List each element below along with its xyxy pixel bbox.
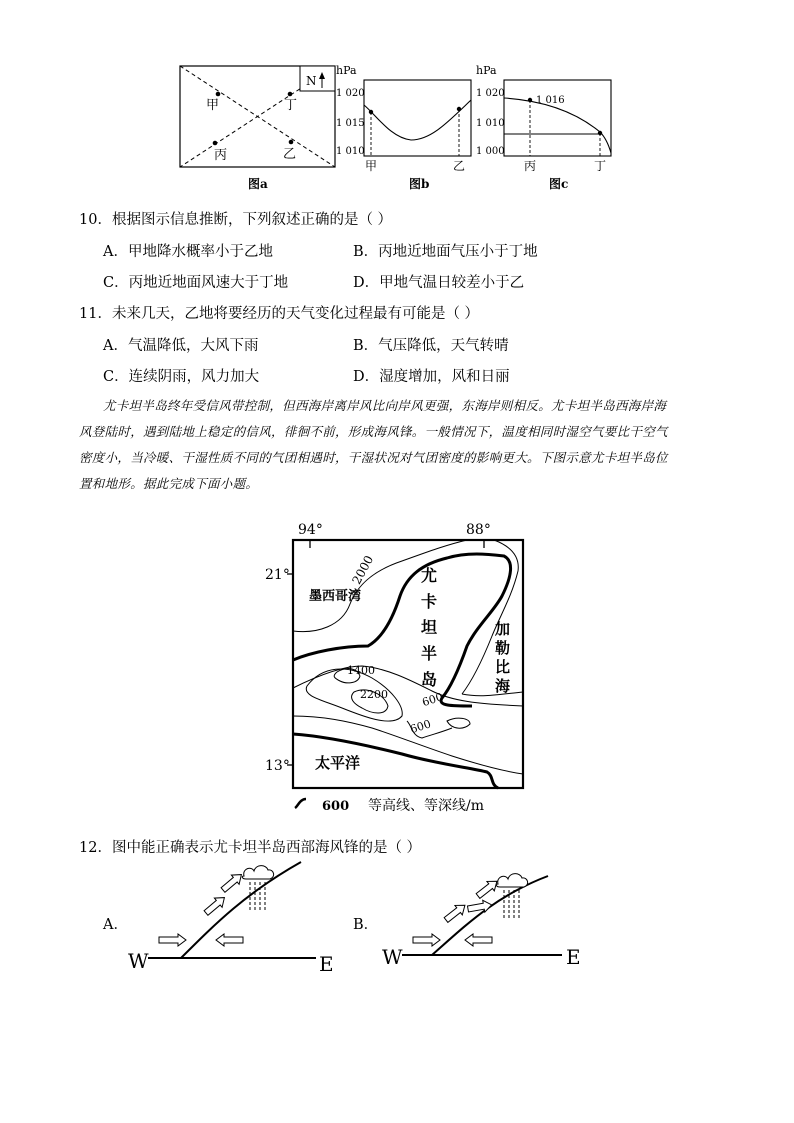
q12-diagram-b[interactable] — [380, 866, 585, 971]
q10-option-d[interactable]: D．甲地气温日较差小于乙 — [353, 275, 525, 291]
point-ding: 丁 — [284, 98, 298, 113]
svg-text:卡: 卡 — [421, 592, 438, 611]
q11-stem: 11．未来几天，乙地将要经历的天气变化过程最有可能是（ ） — [79, 306, 480, 322]
passage-line: 置和地形。据此完成下面小题。 — [79, 476, 259, 491]
figure-a — [178, 64, 340, 192]
svg-text:岛: 岛 — [421, 670, 438, 689]
q10-option-b[interactable]: B．丙地近地面气压小于丁地 — [353, 244, 538, 260]
legend-value: 600 — [322, 799, 350, 814]
q11-option-a[interactable]: A．气温降低，大风下雨 — [103, 338, 259, 354]
svg-text:坦: 坦 — [421, 618, 438, 637]
svg-text:勒: 勒 — [495, 639, 511, 657]
svg-text:94°: 94° — [298, 522, 323, 538]
svg-text:1 000: 1 000 — [476, 146, 505, 157]
svg-text:丙: 丙 — [524, 159, 537, 173]
svg-text:88°: 88° — [466, 522, 491, 538]
q10-option-a[interactable]: A．甲地降水概率小于乙地 — [103, 244, 273, 260]
point-jia: 甲 — [206, 98, 220, 113]
svg-text:W: W — [382, 945, 403, 969]
passage-line: 尤卡坦半岛终年受信风带控制，但西海岸离岸风比向岸风更强，东海岸则相反。尤卡坦半岛西海岸海 — [103, 398, 667, 413]
q12-option-b[interactable]: B． — [353, 917, 379, 933]
passage — [79, 393, 719, 497]
q11-option-b[interactable]: B．气压降低，天气转晴 — [353, 338, 509, 354]
svg-text:1 010: 1 010 — [336, 146, 365, 157]
svg-text:加: 加 — [495, 620, 511, 638]
svg-text:尤: 尤 — [421, 566, 438, 585]
svg-text:海: 海 — [495, 677, 511, 695]
svg-text:1 020: 1 020 — [336, 88, 365, 99]
svg-text:甲: 甲 — [365, 159, 378, 173]
svg-text:2000: 2000 — [349, 553, 377, 587]
legend-text: 等高线、等深线/m — [368, 798, 484, 814]
svg-text:乙: 乙 — [453, 159, 466, 173]
svg-text:1 015: 1 015 — [336, 118, 365, 129]
svg-text:1400: 1400 — [347, 664, 375, 677]
fig-a-caption: 图a — [248, 177, 268, 191]
fig-c-unit: hPa — [476, 64, 497, 77]
passage-line: 密度小，当冷暖、干湿性质不同的气团相遇时，干湿状况对气团密度的影响更大。下图示意尤卡坦半岛位 — [79, 450, 668, 465]
passage-line: 风登陆时，遇到陆地上稳定的信风，徘徊不前，形成海风锋。一般情况下，温度相同时湿空气要比干空气 — [79, 424, 668, 439]
fig-b-caption: 图b — [409, 177, 430, 191]
svg-text:2200: 2200 — [360, 688, 388, 701]
figure-c — [476, 60, 621, 194]
q12-diagram-a[interactable] — [126, 858, 341, 978]
svg-text:600: 600 — [408, 717, 433, 737]
q12-option-a[interactable]: A． — [103, 917, 128, 933]
svg-text:半: 半 — [421, 644, 438, 663]
svg-text:E: E — [566, 945, 581, 969]
q10-stem: 10．根据图示信息推断，下列叙述正确的是（ ） — [79, 212, 393, 228]
north-label: N — [306, 74, 317, 88]
fig-c-caption: 图c — [549, 177, 569, 191]
q10-option-c[interactable]: C．丙地近地面风速大于丁地 — [103, 275, 289, 291]
figure-b — [336, 60, 478, 194]
svg-text:丁: 丁 — [594, 159, 607, 173]
point-yi: 乙 — [283, 147, 297, 162]
q11-option-c[interactable]: C．连续阴雨，风力加大 — [103, 369, 260, 385]
fig-c-annotation: 1 016 — [536, 95, 565, 106]
fig-b-unit: hPa — [336, 64, 357, 77]
svg-text:1 020: 1 020 — [476, 88, 505, 99]
q12-stem: 12．图中能正确表示尤卡坦半岛西部海风锋的是（ ） — [79, 840, 422, 856]
svg-text:600: 600 — [420, 690, 445, 710]
q11-option-d[interactable]: D．湿度增加，风和日丽 — [353, 369, 510, 385]
point-bing: 丙 — [214, 148, 228, 163]
label-gulf-of-mexico: 墨西哥湾 — [309, 589, 362, 604]
legend-symbol — [295, 799, 306, 808]
svg-text:E: E — [319, 952, 334, 976]
svg-text:W: W — [128, 949, 149, 973]
svg-text:21°: 21° — [265, 567, 290, 583]
yucatan-map — [262, 516, 532, 816]
label-pacific: 太平洋 — [315, 754, 361, 772]
svg-text:13°: 13° — [265, 758, 290, 774]
svg-text:1 010: 1 010 — [476, 118, 505, 129]
svg-text:比: 比 — [495, 658, 511, 676]
